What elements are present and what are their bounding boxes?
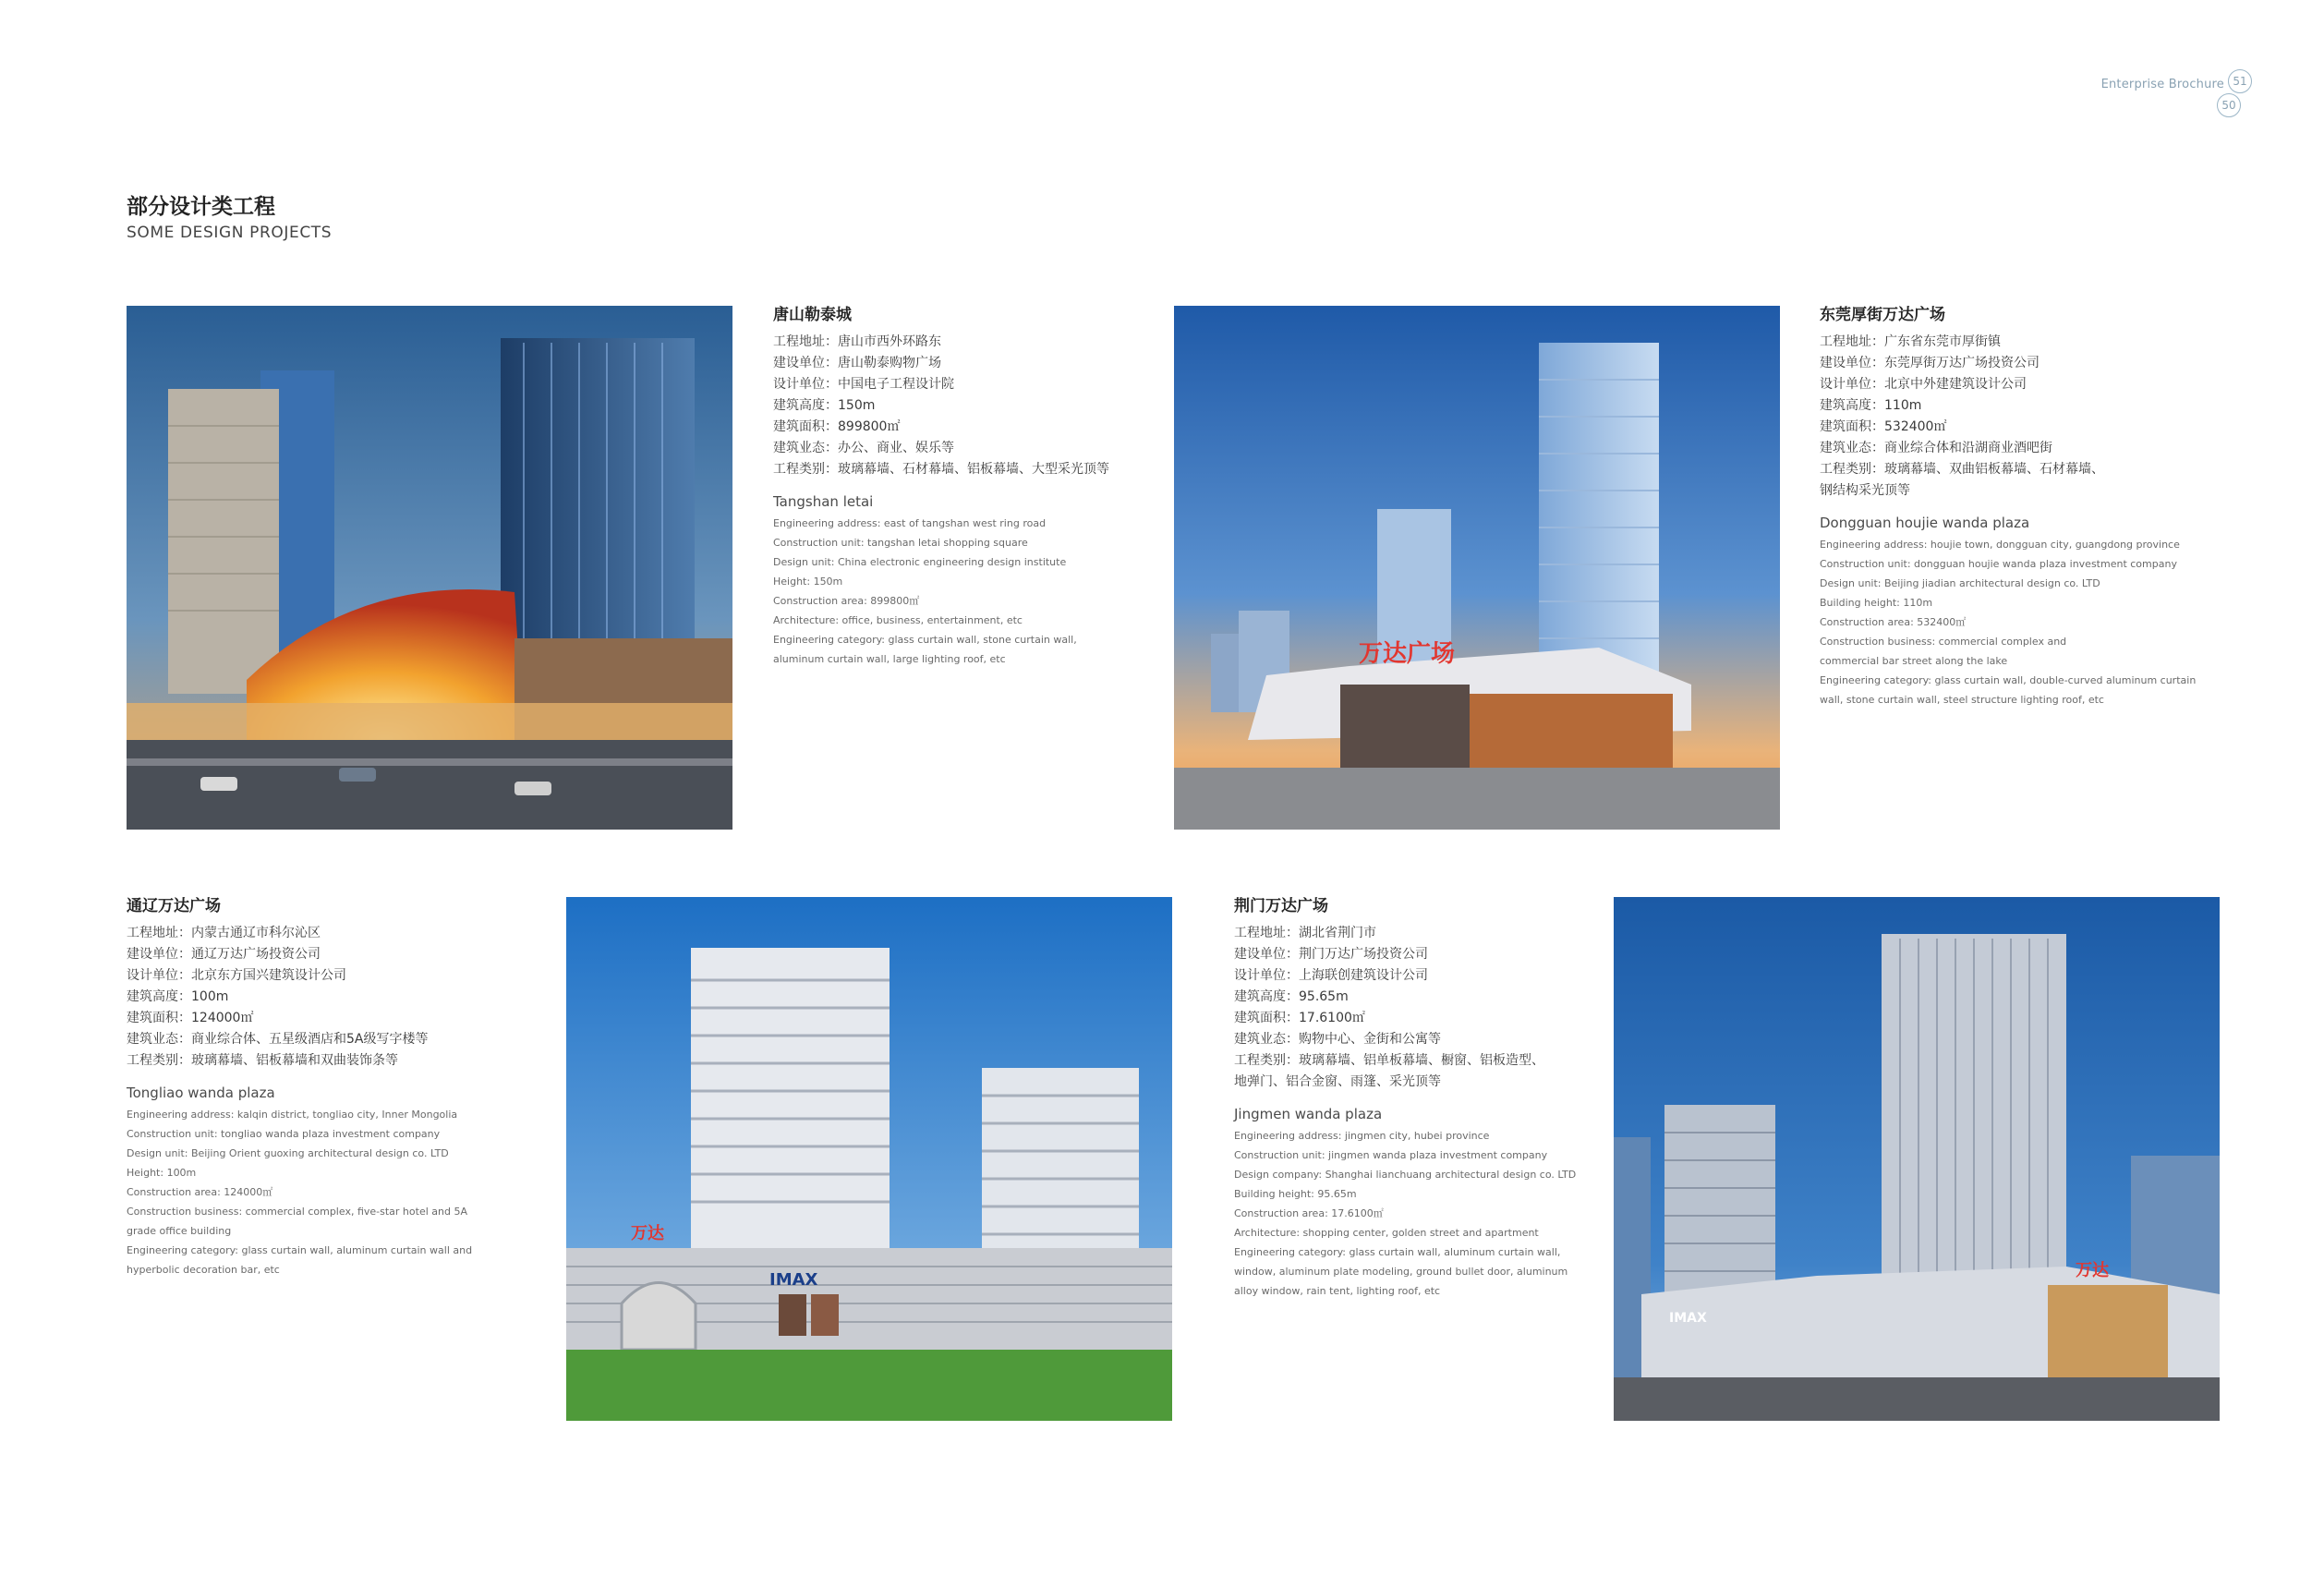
detail-line: 建筑业态：商业综合体、五星级酒店和5A级写字楼等 (127, 1032, 429, 1047)
detail-line-en: Construction business: commercial complex, five-star hotel and 5A (127, 1206, 467, 1218)
detail-line: 建设单位：东莞厚街万达广场投资公司 (1820, 356, 2040, 370)
project-title-cn: 唐山勒泰城 (773, 306, 852, 324)
detail-line-en: Construction unit: dongguan houjie wanda plaza investment company (1820, 558, 2177, 570)
detail-line: 工程类别：玻璃幕墙、双曲铝板幕墙、石材幕墙、 (1820, 462, 2104, 477)
detail-line: 建筑业态：购物中心、金街和公寓等 (1234, 1032, 1441, 1047)
project-title-en: Tangshan letai (773, 493, 874, 510)
detail-line: 设计单位：中国电子工程设计院 (773, 377, 954, 392)
detail-line-en: hyperbolic decoration bar, etc (127, 1264, 280, 1276)
project-title-en: Tongliao wanda plaza (127, 1085, 275, 1101)
detail-line: 工程类别：玻璃幕墙、石材幕墙、铝板幕墙、大型采光顶等 (773, 462, 1109, 477)
brochure-brand: Enterprise Brochure (2100, 78, 2224, 91)
detail-line-en: grade office building (127, 1225, 232, 1237)
detail-line: 地弹门、铝合金窗、雨篷、采光顶等 (1234, 1074, 1441, 1089)
project-text-dongguan (1820, 301, 2196, 709)
detail-line-en: commercial bar street along the lake (1820, 655, 2008, 667)
detail-line: 建筑面积：899800㎡ (773, 419, 901, 434)
detail-line: 建筑面积：124000㎡ (127, 1011, 254, 1025)
project-details-cn (1234, 923, 1576, 1093)
project-details-cn (127, 923, 472, 1072)
project-photo-jingmen (1614, 897, 2220, 1421)
detail-line: 建筑面积：17.6100㎡ (1234, 1011, 1365, 1025)
detail-line-en: Construction area: 899800㎡ (773, 595, 920, 607)
detail-line-en: Construction business: commercial complex and (1820, 636, 2067, 648)
project-text-tangshan (773, 301, 1109, 669)
detail-line-en: Architecture: office, business, entertainment, etc (773, 614, 1023, 626)
detail-line-en: Design unit: Beijing Orient guoxing architectural design co. LTD (127, 1147, 449, 1159)
detail-line-en: Construction unit: tangshan letai shopping square (773, 537, 1028, 549)
detail-line-en: Building height: 110m (1820, 597, 1933, 609)
project-details-en (127, 1105, 472, 1279)
detail-line-en: Engineering category: glass curtain wall, double-curved aluminum curtain (1820, 674, 2197, 686)
detail-line-en: Design unit: Beijing jiadian architectural design co. LTD (1820, 577, 2100, 589)
detail-line: 建筑面积：532400㎡ (1820, 419, 1947, 434)
detail-line-en: Engineering category: glass curtain wall, aluminum curtain wall and (127, 1244, 473, 1256)
detail-line-en: Architecture: shopping center, golden street and apartment (1234, 1227, 1539, 1239)
detail-line: 钢结构采光顶等 (1820, 483, 1910, 498)
detail-line: 设计单位：北京中外建建筑设计公司 (1820, 377, 2027, 392)
page-number-left: 50 (2217, 93, 2241, 117)
detail-line: 建筑业态：办公、商业、娱乐等 (773, 441, 954, 455)
detail-line-en: Engineering address: houjie town, dongguan city, guangdong province (1820, 539, 2180, 551)
detail-line-en: Engineering category: glass curtain wall, stone curtain wall, (773, 634, 1077, 646)
wanda-sign: 万达 (2076, 1261, 2109, 1280)
detail-line: 建设单位：荆门万达广场投资公司 (1234, 947, 1428, 962)
detail-line-en: Construction unit: tongliao wanda plaza investment company (127, 1128, 441, 1140)
detail-line-en: Engineering address: east of tangshan west ring road (773, 517, 1047, 529)
detail-line-en: Height: 150m (773, 576, 843, 588)
detail-line-en: Engineering address: kalqin district, tongliao city, Inner Mongolia (127, 1109, 458, 1121)
detail-line: 建筑高度：150m (773, 398, 876, 413)
detail-line: 建设单位：唐山勒泰购物广场 (773, 356, 941, 370)
detail-line-en: wall, stone curtain wall, steel structure lighting roof, etc (1820, 694, 2104, 706)
detail-line: 工程地址：湖北省荆门市 (1234, 926, 1376, 940)
detail-line: 建筑高度：110m (1820, 398, 1922, 413)
project-title-cn: 通辽万达广场 (127, 897, 221, 915)
wanda-sign: 万达 (631, 1224, 664, 1243)
project-title-en: Jingmen wanda plaza (1234, 1106, 1383, 1122)
detail-line-en: Construction area: 124000㎡ (127, 1186, 273, 1198)
detail-line-en: Height: 100m (127, 1167, 197, 1179)
detail-line-en: Design unit: China electronic engineering design institute (773, 556, 1067, 568)
detail-line-en: window, aluminum plate modeling, ground bullet door, aluminum (1234, 1266, 1568, 1278)
detail-line: 工程地址：广东省东莞市厚街镇 (1820, 334, 2001, 349)
project-details-en (1820, 535, 2196, 709)
detail-line-en: aluminum curtain wall, large lighting roof, etc (773, 653, 1006, 665)
project-details-en (773, 514, 1109, 669)
project-details-cn (773, 332, 1109, 480)
detail-line-en: Construction area: 532400㎡ (1820, 616, 1967, 628)
section-title-en: SOME DESIGN PROJECTS (127, 224, 333, 242)
detail-line-en: Building height: 95.65m (1234, 1188, 1357, 1200)
imax-sign: IMAX (1669, 1311, 1707, 1326)
project-title-en: Dongguan houjie wanda plaza (1820, 515, 2030, 531)
detail-line: 建筑业态：商业综合体和沿湖商业酒吧街 (1820, 441, 2052, 455)
detail-line: 设计单位：上海联创建筑设计公司 (1234, 968, 1428, 983)
project-details-cn (1820, 332, 2196, 502)
project-photo-tangshan (127, 306, 732, 830)
project-text-tongliao (127, 892, 472, 1279)
wanda-sign: 万达广场 (1359, 640, 1456, 668)
project-photo-dongguan (1174, 306, 1780, 830)
detail-line-en: Construction area: 17.6100㎡ (1234, 1207, 1384, 1219)
detail-line: 工程地址：唐山市西外环路东 (773, 334, 941, 349)
detail-line-en: alloy window, rain tent, lighting roof, etc (1234, 1285, 1441, 1297)
detail-line: 建设单位：通辽万达广场投资公司 (127, 947, 321, 962)
project-title-cn: 荆门万达广场 (1234, 897, 1328, 915)
project-text-jingmen (1234, 892, 1576, 1301)
detail-line: 工程类别：玻璃幕墙、铝单板幕墙、橱窗、铝板造型、 (1234, 1053, 1544, 1068)
detail-line-en: Construction unit: jingmen wanda plaza investment company (1234, 1149, 1548, 1161)
detail-line: 工程地址：内蒙古通辽市科尔沁区 (127, 926, 321, 940)
detail-line-en: Engineering address: jingmen city, hubei province (1234, 1130, 1490, 1142)
page-number-right: 51 (2228, 69, 2252, 93)
project-photo-tongliao (566, 897, 1172, 1421)
project-title-cn: 东莞厚街万达广场 (1820, 306, 1945, 324)
detail-line-en: Design company: Shanghai lianchuang architectural design co. LTD (1234, 1169, 1577, 1181)
section-title-cn: 部分设计类工程 (127, 195, 275, 219)
imax-sign: IMAX (769, 1270, 818, 1290)
detail-line: 设计单位：北京东方国兴建筑设计公司 (127, 968, 346, 983)
detail-line: 工程类别：玻璃幕墙、铝板幕墙和双曲装饰条等 (127, 1053, 398, 1068)
detail-line: 建筑高度：95.65m (1234, 989, 1349, 1004)
detail-line-en: Engineering category: glass curtain wall, aluminum curtain wall, (1234, 1246, 1561, 1258)
project-details-en (1234, 1126, 1576, 1301)
detail-line: 建筑高度：100m (127, 989, 229, 1004)
